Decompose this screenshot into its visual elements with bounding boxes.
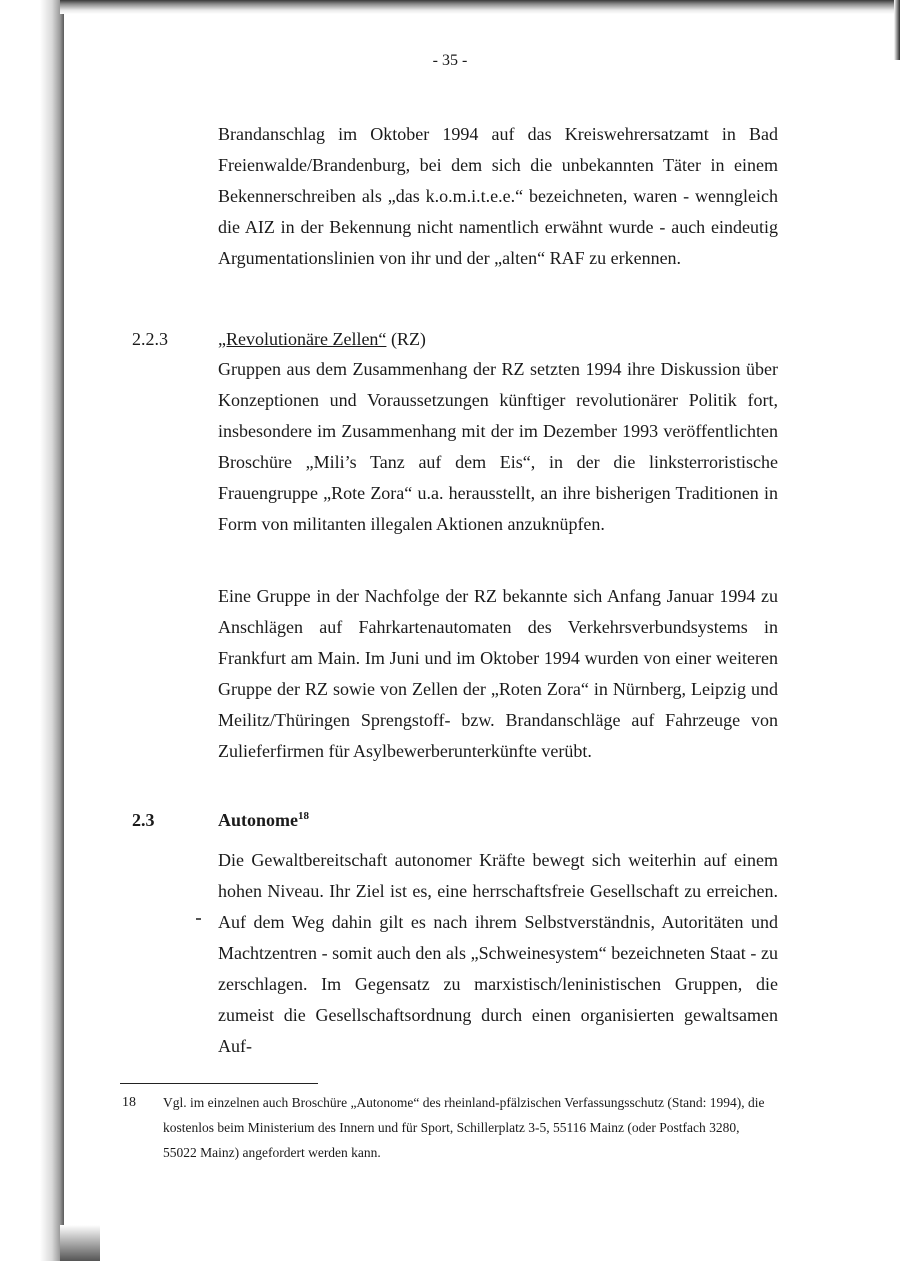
page-number: - 35 - (432, 52, 468, 69)
section-number-2-2-3: 2.2.3 (132, 329, 168, 349)
section-title-2-3 (218, 805, 309, 836)
footnote-reference[interactable]: 18 (298, 810, 309, 822)
scan-shadow-right (894, 0, 900, 60)
section-title-suffix: (RZ) (386, 329, 426, 349)
scan-artifact (196, 918, 201, 920)
scan-shadow-bottom (60, 1225, 100, 1261)
scan-shadow-top (60, 0, 900, 14)
footnote-divider (120, 1083, 318, 1084)
section-2-3-paragraph: Die Gewaltbereitschaft autonomer Kräfte bewegt sich weiterhin auf einem hohen Niveau. Ihr Ziel ist es, eine herrschaftsfreie Gesellschaft zu erreichen. Auf dem Weg dahin gilt es nach ihrem Selbstverständnis, Autoritäten und Machtzentren - somit auch den als „Schweinesystem“ bezeichneten Staat - zu zerschlagen. Im Gegensatz zu marxistisch/leninistischen Gruppen, die zumeist die Gesellschaftsordnung durch einen organisierten gewaltsamen Auf- (218, 850, 778, 1056)
footnote-text: Vgl. im einzelnen auch Broschüre „Autonome“ des rheinland-pfälzischen Verfassungsschutz (Stand: 1994), die kostenlos beim Ministerium des Innern und für Sport, Schillerplatz 3-5, 55116 Mainz (oder Postfach 3280, 55022 Mainz) angefordert werden kann. (163, 1095, 765, 1160)
section-2-2-3-paragraph-2: Eine Gruppe in der Nachfolge der RZ bekannte sich Anfang Januar 1994 zu Anschlägen auf Fahrkartenautomaten des Verkehrsverbundsystems in Frankfurt am Main. Im Juni und im Oktober 1994 wurden von einer weiteren Gruppe der RZ sowie von Zellen der „Roten Zora“ in Nürnberg, Leipzig und Meilitz/Thüringen Sprengstoff- bzw. Brandanschläge auf Fahrzeuge von Zulieferfirmen für Asylbewerberunterkünfte verübt. (218, 586, 778, 761)
intro-paragraph: Brandanschlag im Oktober 1994 auf das Kreiswehrersatzamt in Bad Freienwalde/Brandenburg, bei dem sich die unbekannten Täter in einem Bekennerschreiben als „das k.o.m.i.t.e.e.“ bezeichneten, waren - wenngleich die AIZ in der Bekennung nicht namentlich erwähnt wurde - auch eindeutig Argumentationslinien von ihr und der „alten“ RAF zu erkennen. (218, 124, 778, 268)
scan-shadow-left (0, 0, 64, 1261)
section-title-2-2-3 (218, 324, 426, 355)
footnote-number: 18 (122, 1095, 136, 1110)
section-number-2-3: 2.3 (132, 810, 155, 830)
section-title-autonome: Autonome (218, 810, 298, 830)
section-2-2-3-paragraph-1: Gruppen aus dem Zusammenhang der RZ setzten 1994 ihre Diskussion über Konzeptionen und Voraussetzungen künftiger revolutionärer Politik fort, insbesondere im Zusammenhang mit der im Dezember 1993 veröffentlichten Broschüre „Mili’s Tanz auf dem Eis“, in der die linksterroristische Frauengruppe „Rote Zora“ u.a. herausstellt, an ihre bisherigen Traditionen in Form von militanten illegalen Aktionen anzuknüpfen. (218, 359, 778, 534)
section-title-main: „Revolutionäre Zellen“ (218, 329, 387, 349)
